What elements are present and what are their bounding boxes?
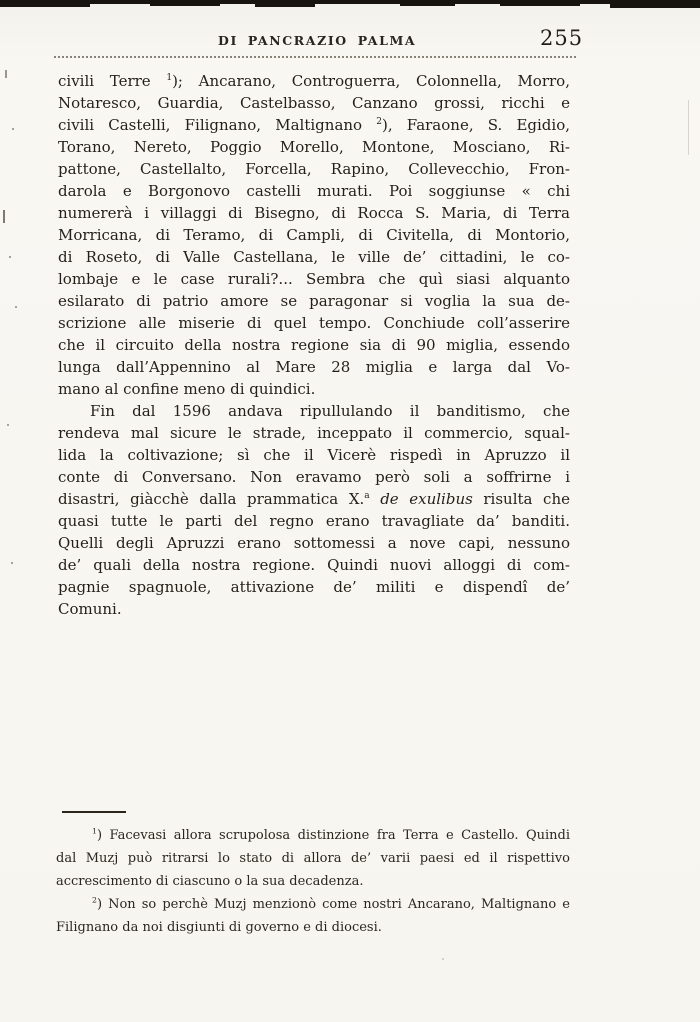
scan-edge-bump (150, 0, 220, 6)
text-line: dal Muzj può ritrarsi lo stato di allora de’ varii paesi ed il rispettivo (56, 851, 570, 866)
text-line: Morricana, di Teramo, di Campli, di Civitella, di Montorio, (58, 226, 570, 244)
scan-edge-bump (400, 0, 455, 6)
text-line: de’ quali della nostra regione. Quindi nuovi alloggi di com- (58, 556, 570, 574)
paragraph (58, 400, 570, 620)
text-line: numererà i villaggi di Bisegno, di Rocca S. Maria, di Terra (58, 204, 570, 222)
scan-speckle (7, 424, 9, 426)
text-line: Quelli degli Apruzzi erano sottomessi a nove capi, nessuno (58, 534, 570, 552)
text-line: lombaje e le case rurali?... Sembra che quì siasi alquanto (58, 270, 570, 288)
text-line: accrescimento di ciascuno o la sua decadenza. (56, 874, 364, 889)
paragraph (56, 824, 570, 893)
scan-speckle (12, 128, 14, 130)
text-line: Notaresco, Guardia, Castelbasso, Canzano grossi, ricchi e (58, 94, 570, 112)
text-line: conte di Conversano. Non eravamo però soli a soffrirne i (58, 468, 570, 486)
footnotes (56, 824, 570, 939)
text-line: civili Terre $^1$); Ancarano, Controguerra, Colonnella, Morro, (58, 72, 570, 90)
text-line: esilarato di patrio amore se paragonar si voglia la sua de- (58, 292, 570, 310)
text-line: rendeva mal sicure le strade, inceppato il commercio, squal- (58, 424, 570, 442)
paragraph (56, 893, 570, 939)
margin-mark (5, 70, 7, 78)
scan-edge-bump (0, 0, 90, 7)
scan-speckle (15, 306, 17, 308)
text-line: pagnie spagnuole, attivazione de’ militi e dispendî de’ (58, 578, 570, 596)
text-line: di Roseto, di Valle Castellana, le ville de’ cittadini, le co- (58, 248, 570, 266)
scan-speckle (9, 256, 11, 258)
text-line: che il circuito della nostra regione sia di 90 miglia, essendo (58, 336, 570, 354)
header-rule (54, 56, 576, 58)
text-line: civili Castelli, Filignano, Maltignano $^2$), Faraone, S. Egidio, (58, 116, 570, 134)
text-line: quasi tutte le parti del regno erano travagliate da’ banditi. (58, 512, 570, 530)
page-number: 255 (540, 26, 584, 50)
margin-mark (3, 210, 5, 223)
scan-edge-bump (500, 0, 580, 6)
text-line: Filignano da noi disgiunti di governo e di diocesi. (56, 920, 382, 935)
text-line: Torano, Nereto, Poggio Morello, Montone, Mosciano, Ri- (58, 138, 570, 156)
text-line: pattone, Castellalto, Forcella, Rapino, Collevecchio, Fron- (58, 160, 570, 178)
scan-speckle (442, 958, 444, 960)
text-line: $^2$) Non so perchè Muzj menzionò come nostri Ancarano, Maltignano e (92, 895, 570, 912)
text-line: Fin dal 1596 andava ripullulando il banditismo, che (90, 402, 570, 420)
margin-mark (688, 100, 689, 155)
text-line: Comuni. (58, 600, 122, 618)
text-line: mano al confine meno di quindici. (58, 380, 316, 398)
text-line: lunga dall’Appennino al Mare 28 miglia e larga dal Vo- (58, 358, 570, 376)
scan-edge-bump (610, 0, 700, 8)
text-line: scrizione alle miserie di quel tempo. Conchiude coll’asserire (58, 314, 570, 332)
scan-edge-artifact (0, 0, 700, 12)
body-text (58, 70, 570, 620)
text-line: darola e Borgonovo castelli murati. Poi soggiunse « chi (58, 182, 570, 200)
scan-edge-strip (0, 0, 700, 4)
text-line: disastri, giàcchè dalla prammatica X.$^a$ de exulibus risulta che (58, 490, 570, 508)
footnote-separator (62, 811, 126, 813)
text-line: lida la coltivazione; sì che il Vicerè rispedì in Apruzzo il (58, 446, 570, 464)
running-title: DI PANCRAZIO PALMA (218, 33, 417, 48)
paragraph (58, 70, 570, 400)
text-line: $^1$) Facevasi allora scrupolosa distinzione fra Terra e Castello. Quindi (92, 826, 570, 843)
scan-speckle (11, 562, 13, 564)
scan-edge-bump (255, 0, 315, 7)
